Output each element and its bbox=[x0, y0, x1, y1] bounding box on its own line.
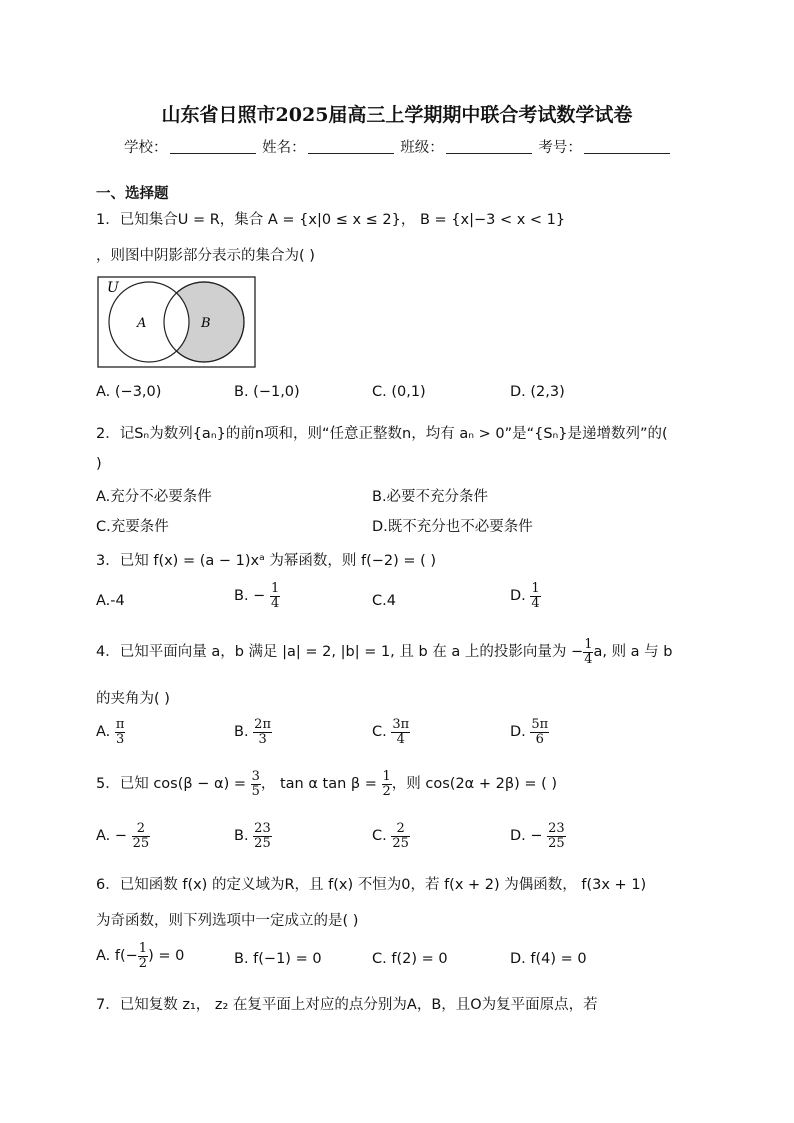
name-label: 姓名： bbox=[262, 140, 306, 156]
venn-label-a: A bbox=[137, 316, 147, 331]
q6-option-a-prefix: A. f(− bbox=[96, 948, 138, 965]
student-info-line bbox=[124, 136, 672, 157]
q4-option-c-prefix: C. bbox=[372, 724, 387, 741]
q6-option-a-fraction: $\frac{1}{2}$ bbox=[138, 941, 148, 971]
class-label: 班级： bbox=[400, 140, 444, 156]
q5-option-d-prefix: D. − bbox=[510, 828, 543, 845]
q5-option-b-fraction: $\frac{23}{25}$ bbox=[254, 821, 271, 851]
q4-stem-part2: a, 则 a 与 b bbox=[593, 644, 673, 661]
q5-stem bbox=[96, 770, 557, 798]
q4-option-d-fraction: $\frac{5\pi}{6}$ bbox=[531, 717, 549, 747]
venn-label-u: U bbox=[107, 280, 119, 296]
q2-option-c[interactable]: C.充要条件 bbox=[96, 519, 169, 535]
q5-option-c-fraction: $\frac{2}{25}$ bbox=[392, 821, 409, 851]
q5-stem-part1: 5．已知 cos(β − α) = bbox=[96, 776, 251, 793]
q6-option-d[interactable]: D. f(4) = 0 bbox=[510, 951, 587, 967]
school-blank[interactable] bbox=[170, 139, 256, 154]
q1-option-d[interactable]: D. (2,3) bbox=[510, 384, 565, 400]
q5-option-b[interactable] bbox=[234, 822, 272, 850]
school-label: 学校： bbox=[124, 140, 168, 156]
q3-option-d-prefix: D. bbox=[510, 588, 526, 605]
q5-option-a-prefix: A. − bbox=[96, 828, 128, 845]
q7-stem-line1: 7．已知复数 z₁， z₂ 在复平面上对应的点分别为A，B，且O为复平面原点，若 bbox=[96, 997, 598, 1013]
class-blank[interactable] bbox=[446, 139, 532, 154]
q5-option-c-prefix: C. bbox=[372, 828, 387, 845]
q5-option-a-fraction: $\frac{2}{25}$ bbox=[132, 821, 150, 851]
q4-option-c-fraction: $\frac{3\pi}{4}$ bbox=[392, 717, 410, 747]
q5-option-c[interactable] bbox=[372, 822, 410, 850]
q1-stem-line2: ，则图中阴影部分表示的集合为( ) bbox=[96, 248, 315, 264]
name-blank[interactable] bbox=[308, 139, 394, 154]
venn-diagram bbox=[97, 276, 257, 369]
section-heading: 一、选择题 bbox=[96, 186, 169, 202]
q5-stem-part3: ，则 cos(2α + 2β) = ( ) bbox=[391, 776, 558, 793]
q4-option-a-prefix: A. bbox=[96, 724, 111, 741]
q4-stem-line2: 的夹角为( ) bbox=[96, 691, 170, 707]
q1-option-c[interactable]: C. (0,1) bbox=[372, 384, 426, 400]
exam-no-label: 考号： bbox=[538, 140, 582, 156]
q1-option-a[interactable]: A. (−3,0) bbox=[96, 384, 162, 400]
q3-option-b[interactable] bbox=[234, 582, 280, 610]
q4-stem-fraction: $\frac{1}{4}$ bbox=[584, 637, 593, 667]
q2-option-a[interactable]: A.充分不必要条件 bbox=[96, 489, 212, 505]
set-a-circle bbox=[109, 282, 189, 362]
q4-option-c[interactable] bbox=[372, 718, 410, 746]
q5-option-d-fraction: $\frac{23}{25}$ bbox=[548, 821, 565, 851]
q4-option-b-fraction: $\frac{2\pi}{3}$ bbox=[254, 717, 271, 747]
q2-stem-line1: 2．记Sₙ为数列{aₙ}的前n项和，则“任意正整数n，均有 aₙ > 0”是“{Sₙ}是递增数列”的( bbox=[96, 426, 668, 442]
q1-option-b[interactable]: B. (−1,0) bbox=[234, 384, 300, 400]
q3-option-d[interactable] bbox=[510, 582, 541, 610]
venn-label-b: B bbox=[201, 316, 211, 331]
q5-stem-fraction2: $\frac{1}{2}$ bbox=[382, 769, 391, 799]
q1-stem-line1: 1．已知集合U = R，集合 A = {x|0 ≤ x ≤ 2}， B = {x|−3 < x < 1} bbox=[96, 212, 566, 228]
q5-stem-part2: ， tan α tan β = bbox=[260, 776, 382, 793]
q6-option-a-suffix: ) = 0 bbox=[148, 948, 185, 965]
q3-option-b-prefix: B. − bbox=[234, 588, 266, 605]
q5-option-b-prefix: B. bbox=[234, 828, 249, 845]
q5-option-a[interactable] bbox=[96, 822, 150, 850]
q2-stem-line2: ) bbox=[96, 456, 102, 472]
q4-option-a-fraction: $\frac{\pi}{3}$ bbox=[115, 717, 125, 747]
q6-option-c[interactable]: C. f(2) = 0 bbox=[372, 951, 448, 967]
q3-option-a[interactable]: A.-4 bbox=[96, 593, 125, 609]
q2-option-b[interactable]: B.必要不充分条件 bbox=[372, 489, 489, 505]
q4-option-b[interactable] bbox=[234, 718, 272, 746]
q4-option-b-prefix: B. bbox=[234, 724, 249, 741]
q4-option-a[interactable] bbox=[96, 718, 125, 746]
q6-stem-line2: 为奇函数，则下列选项中一定成立的是( ) bbox=[96, 913, 359, 929]
q3-option-b-fraction: $\frac{1}{4}$ bbox=[270, 581, 280, 611]
q4-option-d[interactable] bbox=[510, 718, 549, 746]
q6-option-b[interactable]: B. f(−1) = 0 bbox=[234, 951, 322, 967]
q5-option-d[interactable] bbox=[510, 822, 566, 850]
exam-no-blank[interactable] bbox=[584, 139, 670, 154]
q2-option-d[interactable]: D.既不充分也不必要条件 bbox=[372, 519, 533, 535]
q5-stem-fraction1: $\frac{3}{5}$ bbox=[251, 769, 260, 799]
q4-stem-part1: 4．已知平面向量 a，b 满足 |a| = 2, |b| = 1, 且 b 在 a 上的投影向量为 − bbox=[96, 644, 584, 661]
q6-option-a[interactable] bbox=[96, 942, 184, 970]
q3-stem: 3．已知 f(x) = (a − 1)xᵃ 为幂函数，则 f(−2) = ( ) bbox=[96, 553, 437, 569]
q6-stem-line1: 6．已知函数 f(x) 的定义域为R，且 f(x) 不恒为0，若 f(x + 2) 为偶函数， f(3x + 1) bbox=[96, 877, 647, 893]
q3-option-c[interactable]: C.4 bbox=[372, 593, 396, 609]
q3-option-d-fraction: $\frac{1}{4}$ bbox=[531, 581, 540, 611]
q4-option-d-prefix: D. bbox=[510, 724, 526, 741]
q4-stem-line1 bbox=[96, 638, 673, 666]
page-title: 山东省日照市2025届高三上学期期中联合考试数学试卷 bbox=[161, 104, 633, 126]
